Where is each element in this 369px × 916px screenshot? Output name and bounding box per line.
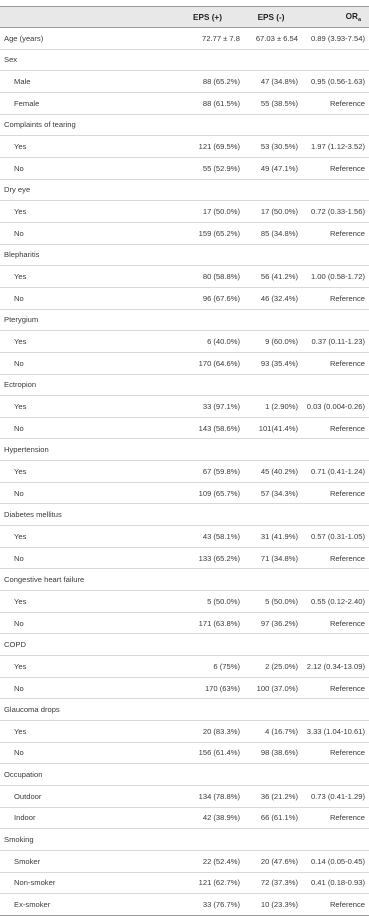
- eps-negative-cell: 53 (30.5%): [240, 136, 298, 158]
- eps-negative-cell: [240, 309, 298, 331]
- odds-ratio-cell: Reference: [298, 222, 369, 244]
- eps-positive-cell: [163, 374, 240, 396]
- row-label: No: [0, 742, 163, 764]
- eps-negative-cell: 2 (25.0%): [240, 656, 298, 678]
- eps-positive-cell: [163, 699, 240, 721]
- odds-ratio-cell: [298, 244, 369, 266]
- eps-negative-cell: [240, 699, 298, 721]
- eps-positive-cell: [163, 179, 240, 201]
- odds-ratio-cell: [298, 699, 369, 721]
- row-label: No: [0, 417, 163, 439]
- eps-positive-cell: 55 (52.9%): [163, 157, 240, 179]
- odds-ratio-cell: [298, 829, 369, 851]
- eps-negative-cell: 9 (60.0%): [240, 331, 298, 353]
- row-label: Diabetes mellitus: [0, 504, 163, 526]
- table-row: [0, 547, 369, 569]
- eps-negative-cell: 55 (38.5%): [240, 92, 298, 114]
- table-row: [0, 309, 369, 331]
- row-label: No: [0, 677, 163, 699]
- eps-negative-cell: 98 (38.6%): [240, 742, 298, 764]
- odds-ratio-cell: 0.41 (0.18-0.93): [298, 872, 369, 894]
- header-eps-positive: EPS (+): [163, 7, 240, 28]
- table-row: [0, 482, 369, 504]
- eps-positive-cell: 80 (58.8%): [163, 266, 240, 288]
- table-row: [0, 461, 369, 483]
- odds-ratio-cell: [298, 634, 369, 656]
- odds-ratio-cell: 0.72 (0.33-1.56): [298, 201, 369, 223]
- row-label: Occupation: [0, 764, 163, 786]
- row-label: Yes: [0, 266, 163, 288]
- header-eps-negative: EPS (-): [240, 7, 298, 28]
- header-variable: [0, 7, 163, 28]
- odds-ratio-cell: 2.12 (0.34-13.09): [298, 656, 369, 678]
- table-header: [0, 7, 369, 28]
- table-row: [0, 331, 369, 353]
- row-label: Yes: [0, 396, 163, 418]
- odds-ratio-cell: Reference: [298, 352, 369, 374]
- eps-negative-cell: 71 (34.8%): [240, 547, 298, 569]
- eps-positive-cell: [163, 244, 240, 266]
- eps-positive-cell: 121 (69.5%): [163, 136, 240, 158]
- row-label: No: [0, 547, 163, 569]
- table-row: [0, 526, 369, 548]
- eps-negative-cell: 4 (16.7%): [240, 721, 298, 743]
- odds-ratio-cell: [298, 764, 369, 786]
- eps-negative-cell: 72 (37.3%): [240, 872, 298, 894]
- table-body: [0, 28, 369, 916]
- table-row: [0, 612, 369, 634]
- eps-negative-cell: [240, 244, 298, 266]
- odds-ratio-cell: [298, 309, 369, 331]
- row-label: Non-smoker: [0, 872, 163, 894]
- odds-ratio-cell: 0.89 (3.93-7.54): [298, 28, 369, 50]
- odds-ratio-cell: Reference: [298, 677, 369, 699]
- row-label: Smoker: [0, 850, 163, 872]
- table-row: [0, 222, 369, 244]
- odds-ratio-cell: [298, 439, 369, 461]
- row-label: Pterygium: [0, 309, 163, 331]
- row-label: Yes: [0, 721, 163, 743]
- odds-ratio-cell: 1.00 (0.58-1.72): [298, 266, 369, 288]
- row-label: No: [0, 352, 163, 374]
- table-row: [0, 396, 369, 418]
- odds-ratio-cell: 1.97 (1.12-3.52): [298, 136, 369, 158]
- table-row: [0, 157, 369, 179]
- odds-ratio-cell: [298, 114, 369, 136]
- eps-positive-cell: 96 (67.6%): [163, 287, 240, 309]
- eps-positive-cell: [163, 829, 240, 851]
- odds-ratio-cell: [298, 504, 369, 526]
- table-row: [0, 71, 369, 93]
- row-label: Yes: [0, 136, 163, 158]
- eps-negative-cell: 1 (2.90%): [240, 396, 298, 418]
- eps-positive-cell: 133 (65.2%): [163, 547, 240, 569]
- eps-positive-cell: 43 (58.1%): [163, 526, 240, 548]
- odds-ratio-cell: [298, 49, 369, 71]
- eps-negative-cell: [240, 504, 298, 526]
- row-label: Yes: [0, 201, 163, 223]
- row-label: No: [0, 222, 163, 244]
- row-label: Dry eye: [0, 179, 163, 201]
- row-label: Yes: [0, 461, 163, 483]
- eps-positive-cell: 72.77 ± 7.8: [163, 28, 240, 50]
- eps-negative-cell: 36 (21.2%): [240, 785, 298, 807]
- eps-positive-cell: 170 (63%): [163, 677, 240, 699]
- row-label: Glaucoma drops: [0, 699, 163, 721]
- eps-negative-cell: 93 (35.4%): [240, 352, 298, 374]
- eps-positive-cell: [163, 439, 240, 461]
- odds-ratio-cell: Reference: [298, 742, 369, 764]
- table-row: [0, 374, 369, 396]
- odds-ratio-cell: Reference: [298, 157, 369, 179]
- row-label: Complaints of tearing: [0, 114, 163, 136]
- odds-ratio-cell: 0.57 (0.31-1.05): [298, 526, 369, 548]
- eps-negative-cell: [240, 114, 298, 136]
- eps-negative-cell: 49 (47.1%): [240, 157, 298, 179]
- eps-positive-cell: 134 (78.8%): [163, 785, 240, 807]
- eps-positive-cell: 156 (61.4%): [163, 742, 240, 764]
- table-row: [0, 721, 369, 743]
- eps-positive-cell: 33 (97.1%): [163, 396, 240, 418]
- eps-positive-cell: [163, 634, 240, 656]
- table-row: [0, 764, 369, 786]
- row-label: Hypertension: [0, 439, 163, 461]
- row-label: No: [0, 157, 163, 179]
- row-label: Male: [0, 71, 163, 93]
- eps-negative-cell: 57 (34.3%): [240, 482, 298, 504]
- eps-positive-cell: 6 (75%): [163, 656, 240, 678]
- eps-positive-cell: 67 (59.8%): [163, 461, 240, 483]
- eps-negative-cell: 47 (34.8%): [240, 71, 298, 93]
- table-row: [0, 850, 369, 872]
- table-row: [0, 894, 369, 916]
- table-row: [0, 656, 369, 678]
- eps-negative-cell: [240, 764, 298, 786]
- table-row: [0, 634, 369, 656]
- eps-negative-cell: 46 (32.4%): [240, 287, 298, 309]
- eps-positive-cell: [163, 504, 240, 526]
- table-row: [0, 92, 369, 114]
- eps-negative-cell: [240, 179, 298, 201]
- row-label: Congestive heart failure: [0, 569, 163, 591]
- row-label: Ex-smoker: [0, 894, 163, 916]
- row-label: Yes: [0, 656, 163, 678]
- row-label: Age (years): [0, 28, 163, 50]
- eps-positive-cell: 6 (40.0%): [163, 331, 240, 353]
- eps-positive-cell: 22 (52.4%): [163, 850, 240, 872]
- eps-positive-cell: 33 (76.7%): [163, 894, 240, 916]
- table-row: [0, 49, 369, 71]
- eps-negative-cell: 5 (50.0%): [240, 591, 298, 613]
- table-row: [0, 591, 369, 613]
- eps-positive-cell: 88 (65.2%): [163, 71, 240, 93]
- eps-positive-cell: 170 (64.6%): [163, 352, 240, 374]
- eps-positive-cell: 88 (61.5%): [163, 92, 240, 114]
- row-label: Outdoor: [0, 785, 163, 807]
- odds-ratio-cell: Reference: [298, 287, 369, 309]
- header-odds-ratio-subscript: a: [357, 16, 361, 23]
- table-row: [0, 699, 369, 721]
- table-row: [0, 287, 369, 309]
- odds-ratio-cell: Reference: [298, 417, 369, 439]
- eps-negative-cell: 20 (47.6%): [240, 850, 298, 872]
- row-label: No: [0, 287, 163, 309]
- eps-negative-cell: 45 (40.2%): [240, 461, 298, 483]
- table-row: [0, 504, 369, 526]
- header-odds-ratio: [298, 7, 369, 28]
- table-row: [0, 677, 369, 699]
- eps-negative-cell: [240, 829, 298, 851]
- table-row: [0, 742, 369, 764]
- eps-negative-cell: 85 (34.8%): [240, 222, 298, 244]
- odds-ratio-cell: Reference: [298, 482, 369, 504]
- eps-positive-cell: 171 (63.8%): [163, 612, 240, 634]
- table-row: [0, 829, 369, 851]
- eps-positive-cell: 42 (38.9%): [163, 807, 240, 829]
- odds-ratio-cell: [298, 179, 369, 201]
- header-odds-ratio-label: OR: [345, 11, 358, 21]
- table-row: [0, 114, 369, 136]
- row-label: No: [0, 482, 163, 504]
- odds-ratio-cell: 0.14 (0.05-0.45): [298, 850, 369, 872]
- eps-negative-cell: [240, 374, 298, 396]
- odds-ratio-cell: 3.33 (1.04-10.61): [298, 721, 369, 743]
- table-row: [0, 201, 369, 223]
- table-row: [0, 136, 369, 158]
- row-label: Yes: [0, 526, 163, 548]
- table-row: [0, 417, 369, 439]
- row-label: Ectropion: [0, 374, 163, 396]
- odds-ratio-cell: Reference: [298, 92, 369, 114]
- eps-negative-cell: 67.03 ± 6.54: [240, 28, 298, 50]
- eps-negative-cell: [240, 49, 298, 71]
- odds-ratio-cell: [298, 374, 369, 396]
- eps-positive-cell: 20 (83.3%): [163, 721, 240, 743]
- eps-positive-cell: [163, 49, 240, 71]
- eps-positive-cell: [163, 764, 240, 786]
- row-label: Female: [0, 92, 163, 114]
- row-label: Smoking: [0, 829, 163, 851]
- row-label: COPD: [0, 634, 163, 656]
- eps-positive-cell: 17 (50.0%): [163, 201, 240, 223]
- table-row: [0, 569, 369, 591]
- eps-positive-cell: [163, 114, 240, 136]
- eps-positive-cell: 121 (62.7%): [163, 872, 240, 894]
- odds-ratio-cell: Reference: [298, 894, 369, 916]
- table-row: [0, 439, 369, 461]
- eps-positive-cell: 5 (50.0%): [163, 591, 240, 613]
- row-label: Indoor: [0, 807, 163, 829]
- eps-negative-cell: 101(41.4%): [240, 417, 298, 439]
- table-row: [0, 28, 369, 50]
- odds-ratio-cell: 0.37 (0.11-1.23): [298, 331, 369, 353]
- table-row: [0, 266, 369, 288]
- table-row: [0, 807, 369, 829]
- odds-ratio-cell: Reference: [298, 547, 369, 569]
- odds-ratio-cell: 0.95 (0.56-1.63): [298, 71, 369, 93]
- eps-negative-cell: 10 (23.3%): [240, 894, 298, 916]
- odds-ratio-cell: Reference: [298, 612, 369, 634]
- eps-positive-cell: 143 (58.6%): [163, 417, 240, 439]
- odds-ratio-cell: [298, 569, 369, 591]
- eps-negative-cell: 56 (41.2%): [240, 266, 298, 288]
- table-row: [0, 179, 369, 201]
- data-table: [0, 6, 369, 916]
- odds-ratio-cell: 0.55 (0.12-2.40): [298, 591, 369, 613]
- table-row: [0, 872, 369, 894]
- eps-negative-cell: 66 (61.1%): [240, 807, 298, 829]
- row-label: No: [0, 612, 163, 634]
- eps-negative-cell: 17 (50.0%): [240, 201, 298, 223]
- eps-negative-cell: [240, 569, 298, 591]
- table-row: [0, 244, 369, 266]
- eps-positive-cell: [163, 569, 240, 591]
- eps-positive-cell: [163, 309, 240, 331]
- odds-ratio-cell: 0.71 (0.41-1.24): [298, 461, 369, 483]
- odds-ratio-cell: 0.03 (0.004-0.26): [298, 396, 369, 418]
- eps-negative-cell: 31 (41.9%): [240, 526, 298, 548]
- row-label: Yes: [0, 591, 163, 613]
- eps-negative-cell: 97 (36.2%): [240, 612, 298, 634]
- row-label: Yes: [0, 331, 163, 353]
- odds-ratio-cell: Reference: [298, 807, 369, 829]
- eps-positive-cell: 109 (65.7%): [163, 482, 240, 504]
- eps-positive-cell: 159 (65.2%): [163, 222, 240, 244]
- eps-negative-cell: [240, 439, 298, 461]
- row-label: Sex: [0, 49, 163, 71]
- header-row: [0, 7, 369, 28]
- eps-negative-cell: 100 (37.0%): [240, 677, 298, 699]
- table-row: [0, 352, 369, 374]
- eps-negative-cell: [240, 634, 298, 656]
- odds-ratio-cell: 0.73 (0.41-1.29): [298, 785, 369, 807]
- row-label: Blepharitis: [0, 244, 163, 266]
